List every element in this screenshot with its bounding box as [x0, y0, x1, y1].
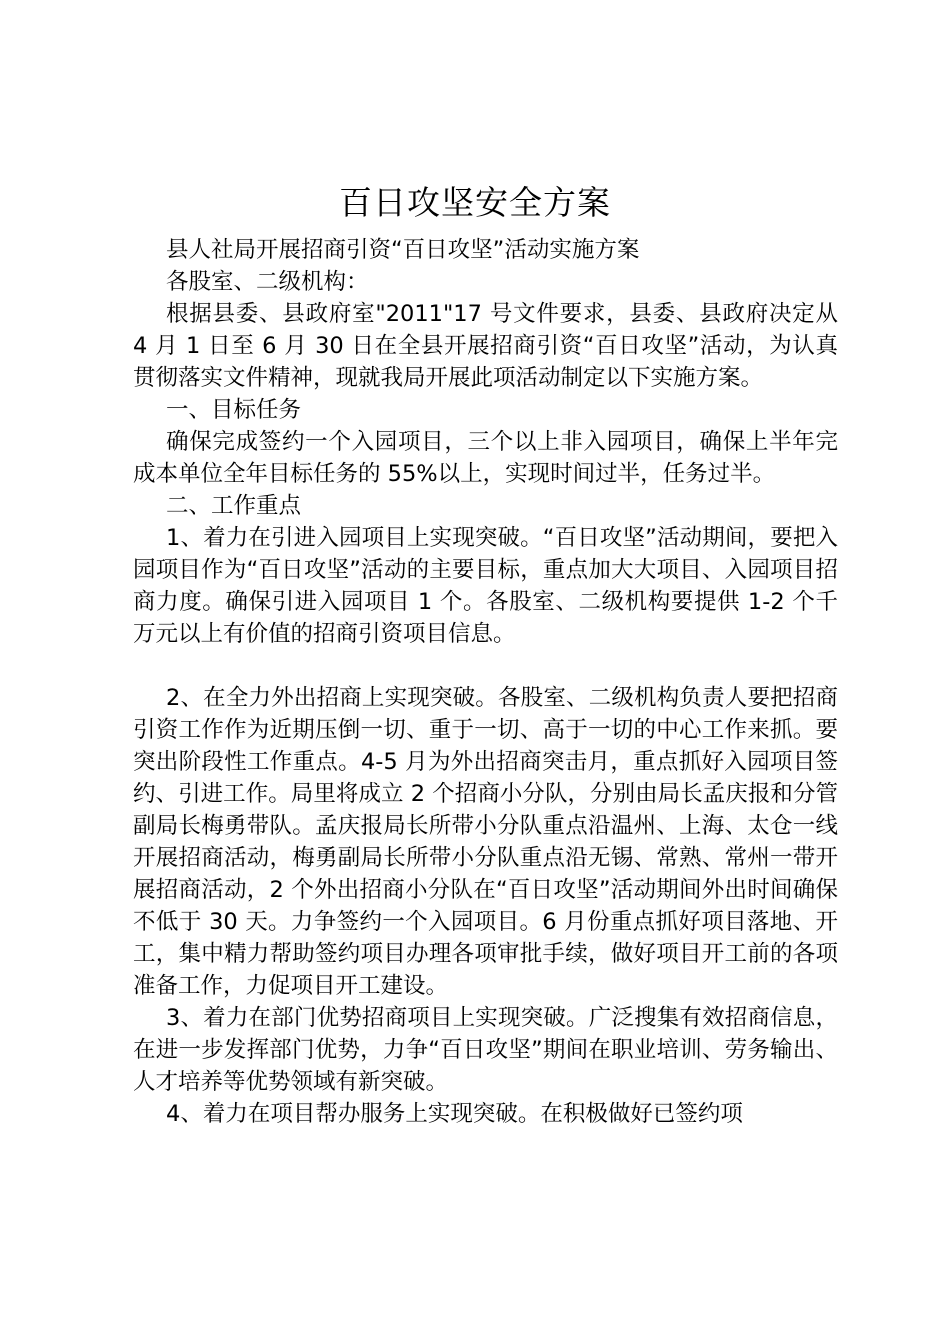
salutation-paragraph: 各股室、二级机构：	[166, 269, 369, 295]
priority-item-3: 3、着力在部门优势招商项目上实现突破。广泛搜集有效招商信息，在进一步发挥部门优势，力争“百日攻坚”期间在职业培训、劳务输出、人才培养等优势领域有新突破。	[133, 1005, 838, 1095]
priority-item-4: 4、着力在项目帮办服务上实现突破。在积极做好已签约项	[166, 1101, 743, 1127]
section-heading-goals: 一、目标任务	[166, 397, 302, 423]
document-title: 百日攻坚安全方案	[339, 183, 611, 222]
intro-paragraph: 根据县委、县政府室"2011"17 号文件要求，县委、县政府决定从 4 月 1 日至 6 月 30 日在全县开展招商引资“百日攻坚”活动，为认真贯彻落实文件精神，现就我局开展此项活动制定以下实施方案。	[133, 301, 838, 391]
plan-heading-paragraph: 县人社局开展招商引资“百日攻坚”活动实施方案	[166, 237, 640, 263]
section-heading-priorities: 二、工作重点	[166, 493, 302, 519]
document-body	[133, 234, 838, 1130]
blank-line	[133, 650, 838, 682]
priority-item-1: 1、着力在引进入园项目上实现突破。“百日攻坚”活动期间，要把入园项目作为“百日攻坚”活动的主要目标，重点加大大项目、入园项目招商力度。确保引进入园项目 1 个。各股室、二级机构要提供 1-2 个千万元以上有价值的招商引资项目信息。	[133, 525, 838, 647]
goals-paragraph: 确保完成签约一个入园项目，三个以上非入园项目，确保上半年完成本单位全年目标任务的 55%以上，实现时间过半，任务过半。	[133, 429, 838, 487]
priority-item-2: 2、在全力外出招商上实现突破。各股室、二级机构负责人要把招商引资工作作为近期压倒一切、重于一切、高于一切的中心工作来抓。要突出阶段性工作重点。4-5 月为外出招商突击月，重点抓好入园项目签约、引进工作。局里将成立 2 个招商小分队，分别由局长孟庆报和分管副局长梅勇带队。孟庆报局长所带小分队重点沿温州、上海、太仓一线开展招商活动，梅勇副局长所带小分队重点沿无锡、常熟、常州一带开展招商活动，2 个外出招商小分队在“百日攻坚”活动期间外出时间确保不低于 30 天。力争签约一个入园项目。6 月份重点抓好项目落地、开工，集中精力帮助签约项目办理各项审批手续，做好项目开工前的各项准备工作，力促项目开工建设。	[133, 685, 838, 999]
